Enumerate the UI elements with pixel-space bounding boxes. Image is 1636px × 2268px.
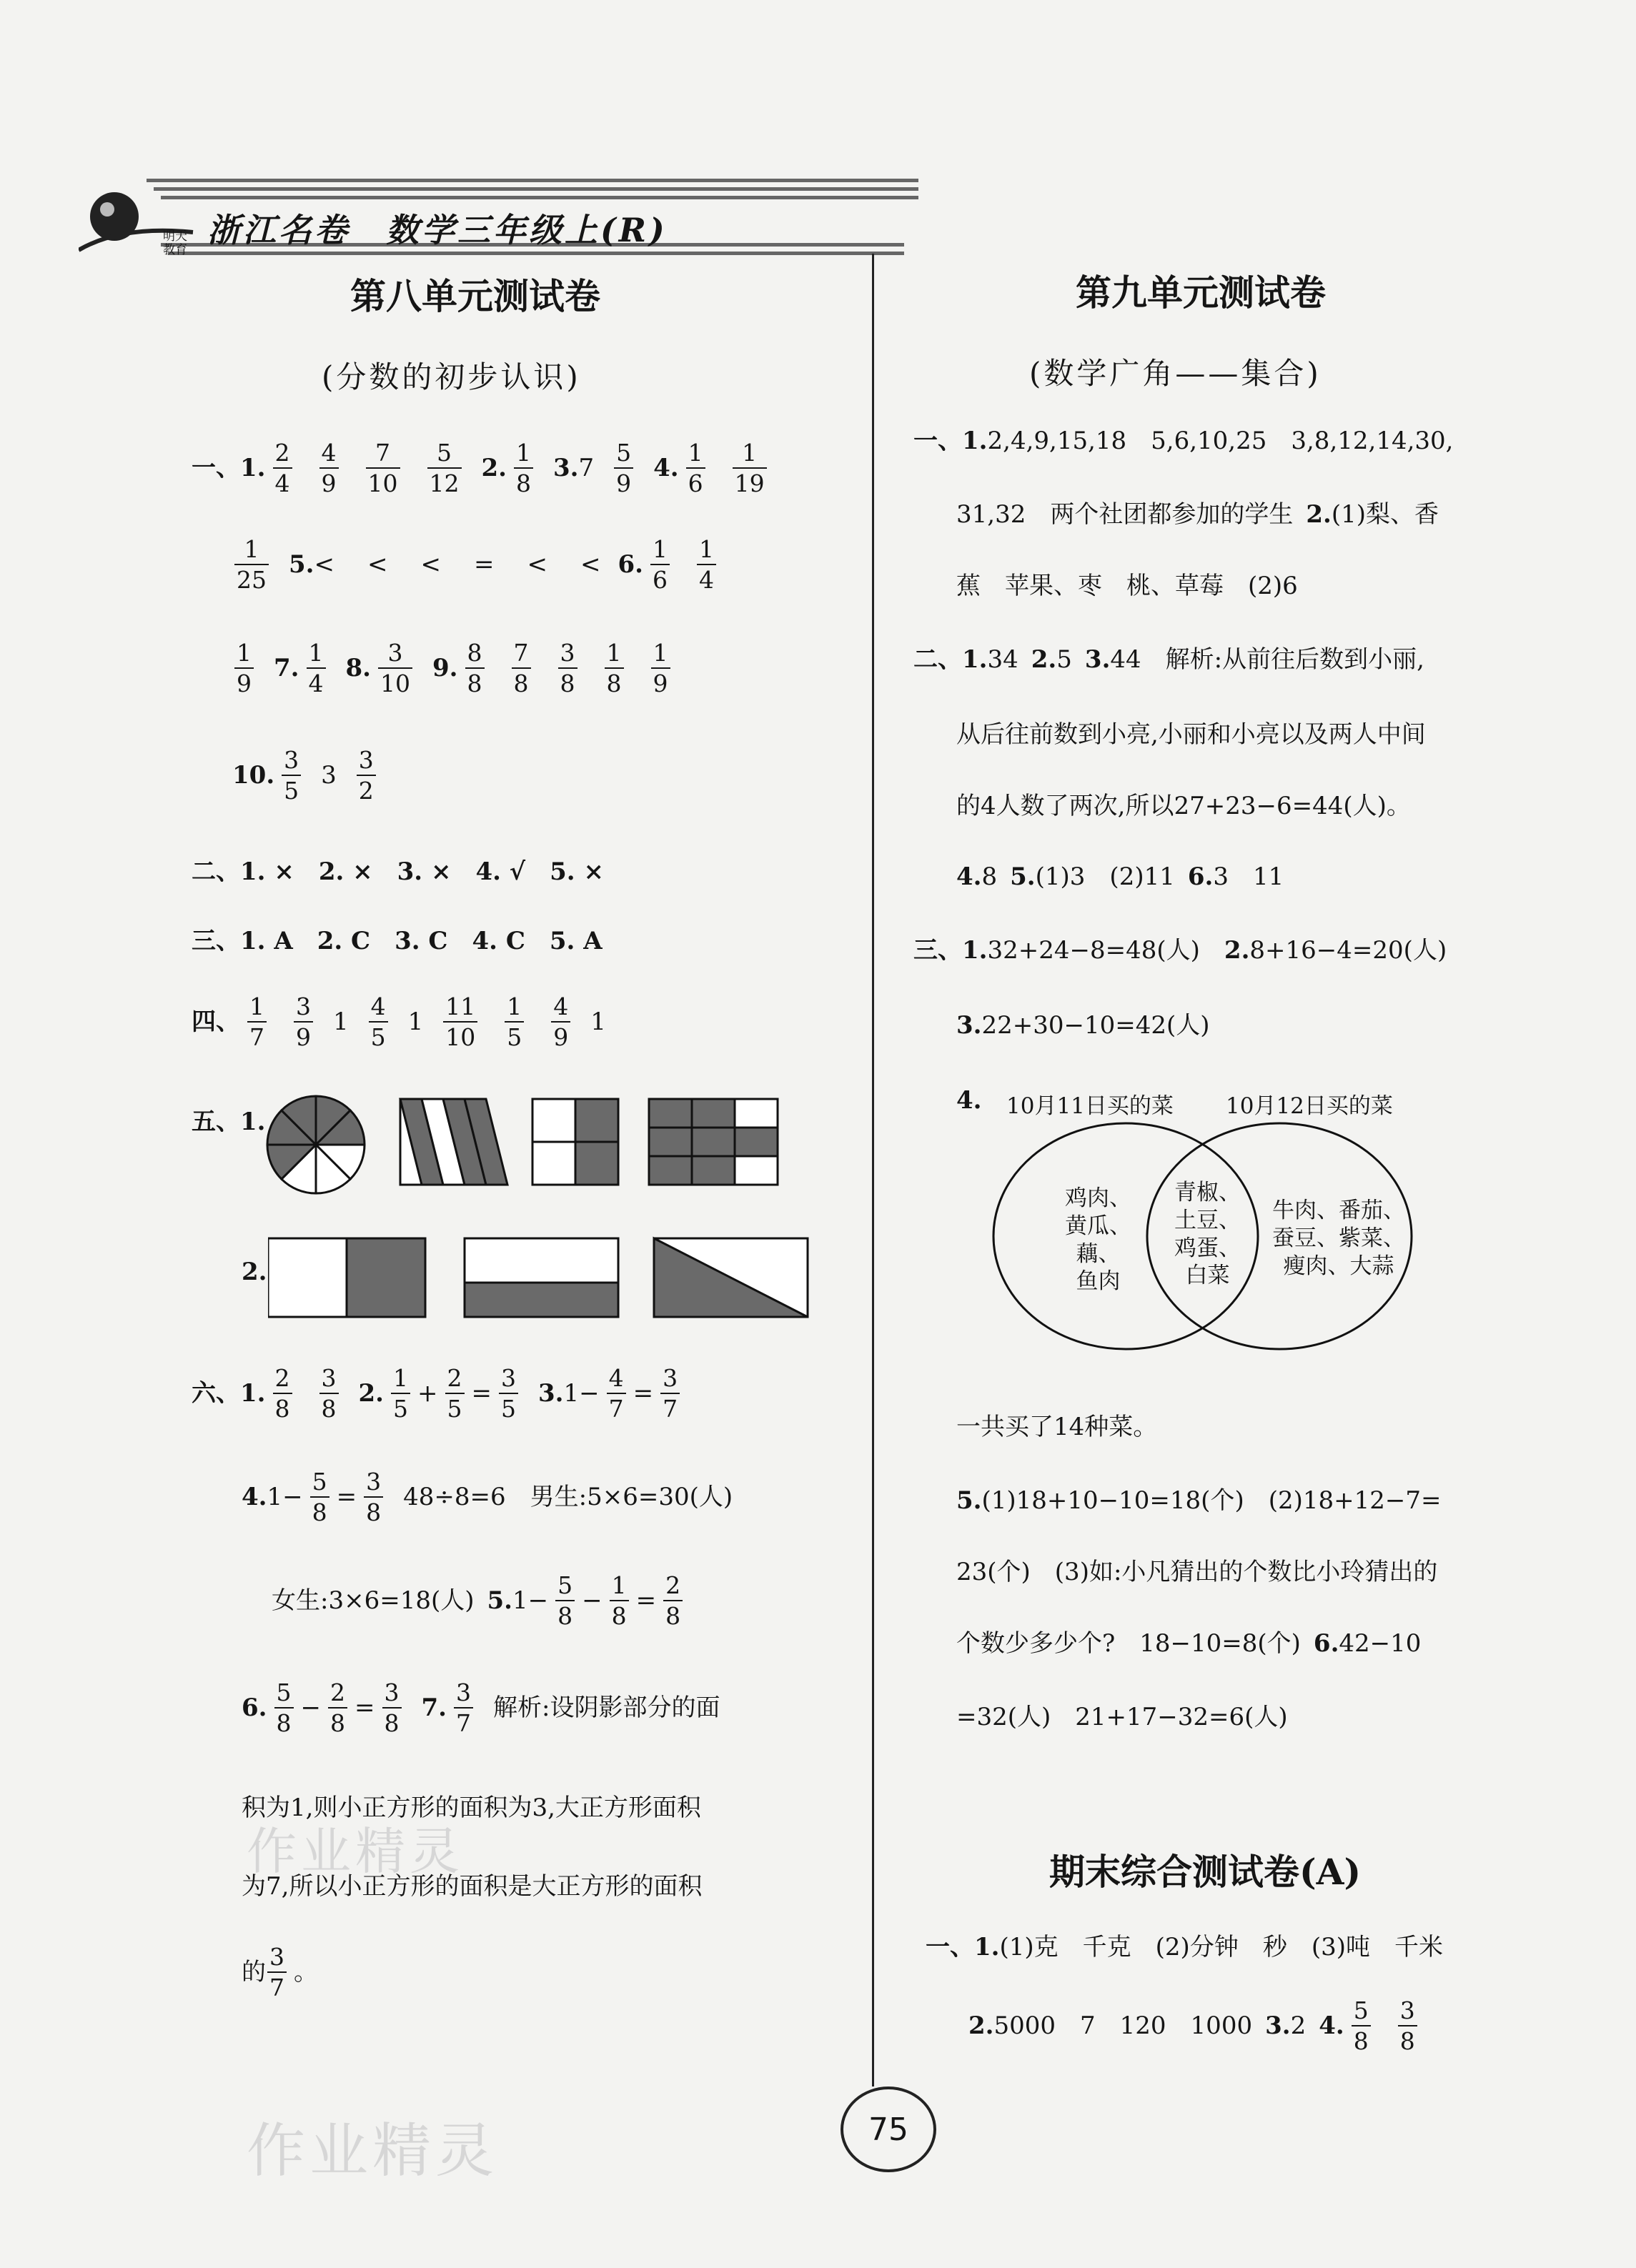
u8-s6-para1: 积为1,则小正方形的面积为3,大正方形面积 [242,1794,701,1822]
fraction: $\frac{1}{4}$ [697,537,716,592]
u8-s6-line3: 女生:3×6=18(人) 5. 1− $\frac{5}{8}$ − $\frac{1}{8}$ = $\frac{2}{8}$ [272,1568,690,1633]
final-s1-line1: 一、 1. (1)克 千克 (2)分钟 秒 (3)吨 千米 [926,1933,1443,1961]
fraction: $\frac{3}{5}$ [499,1366,518,1421]
fraction: $\frac{3}{8}$ [319,1366,339,1421]
fraction: $\frac{1}{6}$ [686,441,705,495]
u9-s2-line3: 的4人数了两次,所以27+23−6=44(人)。 [956,792,1411,820]
final-s1-line2: 2. 5000 7 120 1000 3. 2 4. $\frac{5}{8}$ $\frac{3}{8}$ [968,1994,1424,2058]
rect-band-figure [465,1238,618,1317]
fraction: $\frac{2}{4}$ [273,441,292,495]
venn-left-label: 10月11日买的菜 [1006,1093,1174,1119]
fraction: $\frac{4}{9}$ [319,441,339,495]
fraction: $\frac{1}{7}$ [247,995,267,1049]
rect-half-figure [268,1238,425,1317]
fraction: $\frac{3}{8}$ [558,641,577,695]
fraction: $\frac{5}{12}$ [427,441,462,495]
fraction: $\frac{2}{8}$ [273,1366,292,1421]
u8-s6-line2: 4. 1− $\frac{5}{8}$ = $\frac{3}{8}$ 48÷8=6 男生:5×6=30(人) [242,1468,733,1526]
u8-s6-para2: 为7,所以小正方形的面积是大正方形的面积 [242,1872,703,1901]
fraction: $\frac{1}{9}$ [234,641,254,695]
grid-figure [649,1099,778,1185]
u9-s1-line1: 一、 1. 2,4,9,15,18 5,6,10,25 3,8,12,14,30, [913,427,1454,455]
final-title: 期末综合测试卷(A) [1049,1851,1362,1893]
fraction: $\frac{4}{7}$ [607,1366,626,1421]
rect-triangle-figure [654,1238,808,1317]
u9-s3-line1: 三、 1. 32+24−8=48(人) 2. 8+16−4=20(人) [913,936,1447,965]
brand-name: 明天教育 [163,229,187,257]
u8-s5-figures-row2 [268,1233,818,1326]
fraction: $\frac{3}{7}$ [454,1681,473,1735]
u8-s4: 四、 $\frac{1}{7}$ $\frac{3}{9}$ 1 $\frac{4}{5}$ 1 $\frac{11}{10}$ $\frac{1}{5}$ $\frac{4}{9}$ 1 [192,993,606,1051]
fraction: $\frac{8}{8}$ [465,641,485,695]
u8-s5-label: 五、 1. [192,1108,266,1136]
fraction: $\frac{2}{5}$ [445,1366,465,1421]
fraction: $\frac{3}{5}$ [282,748,301,802]
fraction: $\frac{11}{10}$ [443,995,477,1049]
fraction: $\frac{1}{19}$ [733,441,767,495]
unit8-subtitle: (分数的初步认识) [322,359,581,394]
fraction: $\frac{1}{8}$ [610,1573,629,1628]
fraction: $\frac{7}{10}$ [366,441,400,495]
parallelogram-strips-figure [400,1099,507,1185]
fraction: $\frac{5}{8}$ [555,1573,575,1628]
u9-s2-line4: 4. 8 5. (1)3 (2)11 6. 3 11 [956,862,1284,891]
fraction: $\frac{1}{8}$ [605,641,624,695]
fraction: $\frac{3}{9}$ [294,995,313,1049]
u9-s3-line2: 3. 22+30−10=42(人) [956,1011,1210,1040]
fraction: $\frac{4}{5}$ [369,995,388,1049]
u8-s2: 二、 1. × 2. × 3. × 4. √ 5. × [192,857,604,886]
u9-s3-line6: 23(个) (3)如:小凡猜出的个数比小玲猜出的 [956,1558,1438,1586]
u9-s2-line1: 二、 1. 34 2. 5 3. 44 解析:从前往后数到小丽, [913,645,1424,674]
u8-s6-line1: 六、 1. $\frac{2}{8}$ $\frac{3}{8}$ 2. $\frac{1}{5}$ + $\frac{2}{5}$ = $\frac{3}{5}$ 3. 1− $\frac{4}{7}$ = $\frac{3}{7}$ [192,1361,687,1426]
u9-s3-line8: =32(人) 21+17−32=6(人) [956,1703,1288,1731]
fraction: $\frac{4}{9}$ [551,995,570,1049]
square-quarters-figure [532,1099,618,1185]
watermark-text: 作业精灵 [247,2117,499,2185]
u8-s1-line2: $\frac{1}{25}$ 5. < < < = < < 6. $\frac{1}{6}$ $\frac{1}{4}$ [227,532,723,597]
fraction: $\frac{3}{2}$ [357,748,376,802]
u8-s6-line4: 6. $\frac{5}{8}$ − $\frac{2}{8}$ = $\frac{3}{8}$ 7. $\frac{3}{7}$ 解析:设阴影部分的面 [242,1678,720,1737]
fraction: $\frac{5}{9}$ [614,441,633,495]
venn-right-items: 牛肉、番茄、 蚕豆、紫菜、 瘦肉、大蒜 [1272,1198,1405,1279]
u9-s2-line2: 从后往前数到小亮,小丽和小亮以及两人中间 [956,720,1426,749]
u9-s3-line7: 个数少多少个? 18−10=8(个) 6. 42−10 [956,1629,1422,1658]
watermark-text: 作业精灵 [247,1822,464,1881]
fraction: $\frac{3}{8}$ [364,1470,383,1524]
fraction: $\frac{1}{5}$ [505,995,524,1049]
fraction: $\frac{3}{7}$ [267,1945,287,1999]
page-number: 75 [841,2087,936,2172]
u8-s6-para3: 的 $\frac{3}{7}$ 。 [242,1943,318,2001]
u9-s3-summary: 一共买了14种菜。 [956,1413,1158,1441]
u9-s1-line2: 31,32 两个社团都参加的学生 2. (1)梨、香 [956,500,1439,529]
fraction: $\frac{2}{8}$ [663,1573,683,1628]
column-divider [872,254,874,2087]
fraction: $\frac{3}{7}$ [660,1366,680,1421]
fraction: $\frac{5}{8}$ [274,1681,294,1735]
u8-s3: 三、 1. A 2. C 3. C 4. C 5. A [192,927,603,955]
u8-s1-line3: $\frac{1}{9}$ 7. $\frac{1}{4}$ 8. $\frac{3}{10}$ 9. $\frac{8}{8}$ $\frac{7}{8}$ $\frac{3}{8}$ $\frac{1}{8}$ $\frac{1}{9}$ [227,636,678,700]
fraction: $\frac{7}{8}$ [512,641,531,695]
fraction: $\frac{2}{8}$ [328,1681,347,1735]
fraction: $\frac{1}{5}$ [391,1366,410,1421]
fraction: $\frac{1}{4}$ [307,641,326,695]
u8-s5-figures-row1 [264,1093,793,1200]
fraction: $\frac{1}{8}$ [514,441,533,495]
unit9-title: 第九单元测试卷 [1076,272,1326,314]
series-title: 浙江名卷 数学三年级上(R) [207,211,668,249]
fraction: $\frac{1}{25}$ [234,537,269,592]
fraction: $\frac{3}{8}$ [382,1681,402,1735]
u8-s5-label2: 2. [242,1258,267,1286]
unit8-title: 第八单元测试卷 [350,275,600,317]
fraction: $\frac{1}{6}$ [650,537,670,592]
fraction: $\frac{3}{10}$ [378,641,412,695]
unit9-subtitle: (数学广角——集合) [1029,356,1322,391]
u8-s1-line1: 一、 1. $\frac{2}{4}$ $\frac{4}{9}$ $\frac{7}{10}$ $\frac{5}{12}$ 2. $\frac{1}{8}$ 3. 7 $\frac{5}{9}$ 4. $\frac{1}{6}$ $\frac{1}{19}$ [192,436,774,500]
venn-middle-items: 青椒、 土豆、 鸡蛋、 白菜 [1174,1180,1241,1289]
circle-eighths-figure [267,1096,365,1193]
venn-right-label: 10月12日买的菜 [1226,1093,1393,1119]
fraction: $\frac{1}{9}$ [651,641,670,695]
venn-left-items: 鸡肉、 黄瓜、 藕、 鱼肉 [1065,1185,1131,1295]
u9-s3-line5: 5. (1)18+10−10=18(个) (2)18+12−7= [956,1486,1442,1515]
u9-s3-q4-number: 4. [956,1086,982,1115]
fraction: $\frac{5}{8}$ [310,1470,329,1524]
fraction: $\frac{5}{8}$ [1352,1999,1371,2053]
u9-s1-line3: 蕉 苹果、枣 桃、草莓 (2)6 [956,572,1298,600]
fraction: $\frac{3}{8}$ [1398,1999,1417,2053]
u8-s1-line4: 10. $\frac{3}{5}$ 3 $\frac{3}{2}$ [232,743,383,807]
